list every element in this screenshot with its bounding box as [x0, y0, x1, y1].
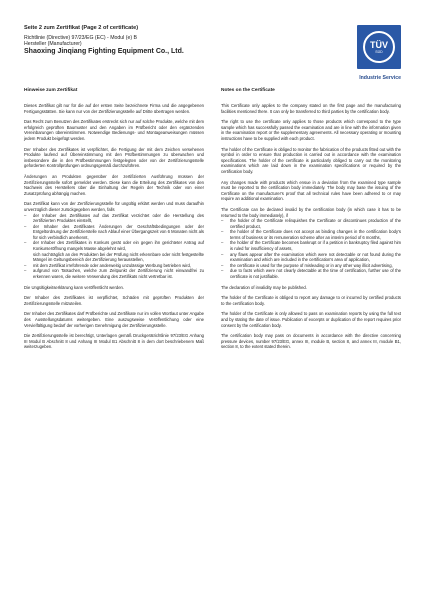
english-column — [221, 88, 401, 355]
english-paragraph: Any changes made with products which ensue in a deviation from the examined type sample must be reported to the certification body immediately. The body may base the issuing of the Certificate on the manufacturer's proof that all technical rules have been adhered to or may require an additional examination. — [221, 179, 401, 202]
german-paragraph: Der Inhaber des Zertifikates darf Prüfberichte und Zertifikate nur im vollen Wortlaut unter Angabe des Ausstellungsdatums weitergeben. Eine auszugsweise Veröffentlichung oder eine Vervielfältigung bedarf der vorherigen Genehmigung der Zertifizierungsstelle. — [24, 311, 204, 328]
list-item: – any flaws appear after the examination which were not detectable or not found during the examination and which are included in the certification's area of application, — [221, 251, 401, 263]
logo-text-sud: SÜD — [375, 49, 383, 54]
company-name: Shaoxing Jinqiang Fighting Equipment Co., Ltd. — [24, 48, 184, 56]
german-paragraph: Der Inhaber des Zertifikates ist verpflichtet, Schäden mit geprüften Produkten der Zertifizierungsstelle mitzuteilen. — [24, 295, 204, 306]
list-item: – the certificate is used for the purpose of misleading or in any other way illicit advertising, — [221, 262, 393, 268]
german-paragraph: Die Zertifizierungsstelle ist berechtigt, Unterlagen gemäß Druckgerätrichtlinie 97/23/EG Anhang III Modul B Abschnitt 8 und Anhang III Modul B1 Abschnitt 8 in dem dort beschriebenem Maß weiterzugeben. — [24, 333, 204, 350]
english-paragraph: The holder of the Certificate is obliged to report any damage to or incurred by certified products to the certification body. — [221, 295, 401, 306]
english-paragraph: This Certificate only applies to the company stated on the first page and the manufacturing facilities mentioned there. It can only be transferred to third parties by the certification body. — [221, 103, 401, 114]
english-paragraph: The holder of the Certificate is obliged to monitor the fabrication of the products fitted out with the symbol in order to ensure that production is carried out in accordance with the examination specifications. The holder of the certificate is particularly obliged to carry out the monitoring examinations which are laid down in the examination specifications or required by the certification body. — [221, 146, 401, 174]
logo-text-tuv: TÜV — [370, 39, 388, 50]
list-item: – mit dem Zertifikat irreführende oder anderweitig unzulässige Werbung betrieben wird, — [24, 262, 191, 268]
german-paragraph: Dieses Zertifikat gilt nur für die auf der ersten Seite bezeichnete Firma und die angegebenen Fertigungsstätten. Sie kann nur von der Zertifizierungsstelle auf Dritte übertragen werden. — [24, 103, 204, 114]
list-item-continuation: sich nachträglich an den Produkten bei der Prüfung nicht erkennbare oder nicht festgestellte Mängel im Geltungsbereich der Zertifizierung herausstellen, — [33, 251, 204, 263]
english-heading: Notes on the Certificate — [221, 88, 275, 93]
page-title: Seite 2 zum Zertifikat (Page 2 of certificate) — [24, 25, 139, 31]
english-bullet-list — [221, 218, 401, 280]
german-paragraph: Änderungen an Produkten gegenüber der zertifizierten Ausführung müssen der Zertifizierungsstelle sofort gemeldet werden. Diese kann die Erteilung des Zertifikates von den Nachweis des Herstellers über die Einhaltung der Regeln der Technik oder von einer Zusatzprüfung abhängig machen. — [24, 173, 204, 196]
german-paragraph: Die Ungültigkeitserklärung kann veröffentlicht werden. — [24, 284, 125, 290]
notes-columns — [24, 88, 401, 355]
english-paragraph: The right to use the certificate only applies to those products which correspond to the type sample which has successfully passed the examination and are in line with the information given in the examination report or the supplementary agreements. All necessary operating or mounting instructions have to be supplied with each product. — [221, 119, 401, 141]
german-bullet-list — [24, 213, 204, 280]
english-paragraph: The declaration of invalidity may be published. — [221, 284, 307, 290]
german-heading: Hinweise zum Zertifikat — [24, 88, 78, 93]
industrie-service-label: Industrie Service — [359, 75, 401, 81]
german-paragraph: Das Recht zum Benutzen des Zertifikates erstreckt sich nur auf solche Produkte, welche mit dem erfolgreich geprüften Baumuster und den Angaben im Prüfbericht oder den ergänzenden Vereinbarungen übereinstimmen. Notwendige Bedienungs- und Montageanweisungen müssen jedem Produkt beigefügt werden. — [24, 119, 204, 141]
english-paragraph: The certification body may pass on documents in accordance with the directive concerning pressure devices, number 97/23/EG, annex III, module B, section 8, and annex III, module B1, section 8, to the extent stated therein. — [221, 333, 401, 350]
manufacturer-label: Hersteller (Manufacturer) — [24, 41, 82, 48]
list-item: – the holder of the Certificate relinquishes the Certificate or discontinues production of the certified product, — [221, 218, 401, 229]
tuv-sud-logo-icon — [357, 25, 401, 69]
german-paragraph: Das Zertifikat kann von der Zertifizierungsstelle für ungültig erklärt werden und muss daraufhin unverzüglich dieser zurückgegeben werden, falls — [24, 201, 204, 212]
english-paragraph: The holder of the Certificate is only allowed to pass on examination reports by using the full text and by stating the date of issue. Publication of excerpts or duplication of the report requires prior consent by the certification body. — [221, 311, 401, 328]
list-item: – der Inhaber des Zertifikates auf das Zertifikat verzichtet oder die Herstellung des zertifizierten Produktes einstellt, — [24, 212, 204, 224]
list-item: – the holder of the Certificate becomes bankrupt or if a petition in bankruptcy filed against him is ruled for insufficiency of assets, — [221, 240, 401, 252]
list-item: – aufgrund von Tatsachen, welche zum Zeitpunkt der Zertifizierung nicht einwandfrei zu erkennen waren, die weitere Verwendung des Zertifikats nicht vertretbar ist. — [24, 268, 204, 280]
german-paragraph: Der Inhaber des Zertifikates ist verpflichtet, die Fertigung der mit dem Zeichen versehenen Produkte laufend auf Übereinstimmung mit den Prüfbestimmungen zu überwachen und insbesondere die in den Prüfbestimmungen festgelegten oder von der Zertifizierungsstelle geforderten Kontrollprüfungen ordnungsgemäß durchzuführen. — [24, 146, 204, 169]
list-item: – the holder of the Certificate does not accept as binding changes in the certification body's terms of business or its remuneration scheme after an interim period of 6 months, — [221, 229, 401, 240]
german-column — [24, 88, 204, 355]
list-item: – der Inhaber des Zertifikates in Konkurs gerät oder ein gegen ihn gerichteter Antrag auf Konkurseröffnung mangels Masse abgelehnt wird, — [24, 240, 204, 252]
list-item: – der Inhaber des Zertifikates Änderungen der Geschäftsbedingungen oder der Entgeltordnung der Zertifizierstelle nach Ablauf einer Übergangszeit von 6 Monaten nicht als für sich verbindlich anerkennt, — [24, 223, 204, 240]
directive-line: Richtlinie (Directive) 97/23/EG (EC) - Modul (e) B — [24, 35, 138, 41]
english-paragraph: The Certificate can be declared invalid by the certification body (in which case it has to be returned to the body immediately), if — [221, 206, 401, 218]
logo-ring — [363, 31, 395, 63]
list-item: – due to facts which were not clearly detectable at the time of certification, further use of the certificate is not justifiable. — [221, 268, 401, 280]
certificate-header — [24, 25, 401, 87]
